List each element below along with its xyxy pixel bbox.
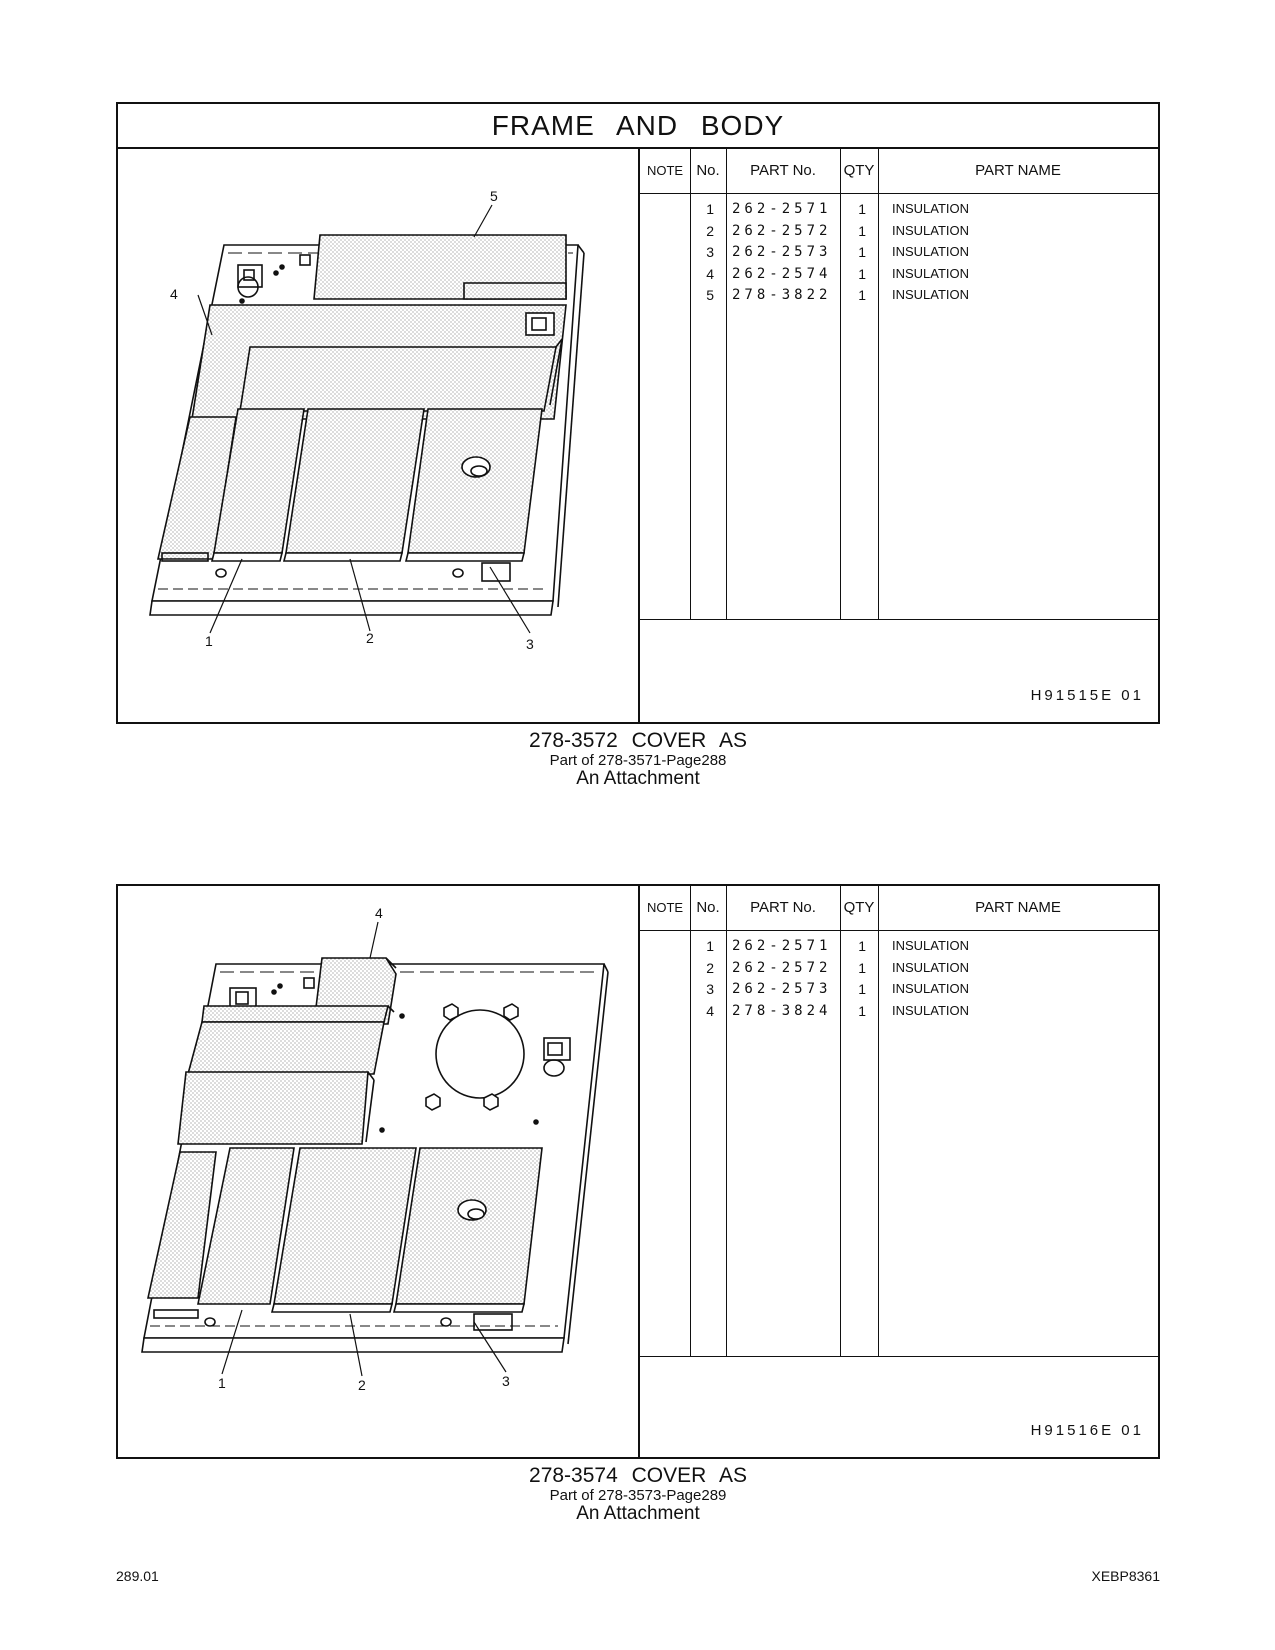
quantity: 1	[858, 265, 866, 282]
parts-table-header	[640, 886, 1158, 931]
callout-4: 4	[170, 286, 178, 302]
parts-row	[640, 244, 1158, 266]
cover-illustration-2	[118, 886, 638, 1457]
col-note: NOTE	[646, 163, 684, 178]
part-name: INSULATION	[892, 244, 970, 260]
caption-2	[116, 1465, 1160, 1523]
callout-2: 2	[366, 630, 374, 646]
part-number: 262-2572	[732, 222, 832, 239]
parts-table-2	[640, 886, 1158, 1457]
col-no: No.	[696, 899, 720, 916]
quantity: 1	[858, 201, 866, 217]
part-name: INSULATION	[892, 938, 970, 953]
caption-title: 278-3574 COVER AS	[529, 1464, 747, 1487]
parts-row	[640, 266, 1158, 288]
item-number: 2	[706, 222, 714, 239]
part-name: INSULATION	[892, 981, 970, 997]
cover-illustration-1	[118, 149, 638, 722]
parts-row	[640, 981, 1158, 1003]
illustration-ref: H91516E 01	[1030, 1422, 1144, 1439]
parts-row	[640, 960, 1158, 982]
callout-4: 4	[375, 905, 383, 921]
caption-attachment: An Attachment	[576, 768, 700, 789]
quantity: 1	[858, 287, 866, 304]
item-number: 3	[706, 981, 714, 998]
part-number: 262-2573	[732, 244, 832, 261]
callout-1: 1	[218, 1375, 226, 1391]
item-number: 3	[706, 244, 714, 261]
part-name: INSULATION	[892, 287, 970, 303]
part-number: 262-2571	[732, 938, 832, 954]
item-number: 2	[706, 959, 714, 976]
callout-1: 1	[205, 633, 213, 649]
document-id: XEBP8361	[1091, 1568, 1160, 1584]
col-note: NOTE	[646, 900, 684, 915]
callout-3: 3	[502, 1373, 510, 1389]
parts-table-1	[640, 149, 1158, 722]
quantity: 1	[858, 1002, 866, 1019]
parts-row	[640, 201, 1158, 223]
caption-attachment: An Attachment	[576, 1503, 700, 1524]
part-number: 262-2573	[732, 981, 832, 998]
quantity: 1	[858, 959, 866, 976]
quantity: 1	[858, 244, 866, 261]
part-number: 262-2572	[732, 959, 832, 976]
parts-panel-2	[116, 884, 1160, 1459]
callout-3: 3	[526, 636, 534, 652]
callout-5: 5	[490, 188, 498, 204]
parts-row	[640, 938, 1158, 960]
part-name: INSULATION	[892, 222, 970, 238]
quantity: 1	[858, 981, 866, 998]
caption-title: 278-3572 COVER AS	[529, 729, 747, 752]
exploded-view-drawing-2	[118, 886, 640, 1457]
part-number: 278-3822	[732, 287, 832, 304]
exploded-view-drawing-1	[118, 149, 640, 722]
col-part-no: PART No.	[750, 162, 816, 179]
caption-part-of: Part of 278-3573-Page289	[549, 1487, 727, 1504]
part-number: 262-2574	[732, 265, 832, 282]
part-name: INSULATION	[892, 265, 970, 281]
callout-2: 2	[358, 1377, 366, 1393]
parts-row	[640, 223, 1158, 245]
part-number: 262-2571	[732, 201, 832, 217]
quantity: 1	[858, 938, 866, 954]
item-number: 4	[706, 265, 714, 282]
part-name: INSULATION	[892, 201, 970, 216]
parts-panel-1	[116, 102, 1160, 724]
section-title: FRAME AND BODY	[118, 104, 1158, 149]
item-number: 1	[706, 201, 714, 217]
item-number: 5	[706, 287, 714, 304]
illustration-ref: H91515E 01	[1030, 687, 1144, 704]
part-name: INSULATION	[892, 1002, 970, 1018]
parts-row	[640, 287, 1158, 309]
col-part-name: PART NAME	[975, 899, 1061, 916]
item-number: 4	[706, 1002, 714, 1019]
quantity: 1	[858, 222, 866, 239]
col-part-name: PART NAME	[975, 162, 1061, 179]
page-number: 289.01	[116, 1568, 159, 1584]
col-qty: QTY	[843, 899, 875, 916]
parts-table-header	[640, 149, 1158, 194]
col-qty: QTY	[843, 162, 875, 179]
parts-row	[640, 1003, 1158, 1025]
caption-1	[116, 730, 1160, 788]
col-no: No.	[696, 162, 720, 179]
caption-part-of: Part of 278-3571-Page288	[549, 752, 727, 769]
col-part-no: PART No.	[750, 899, 816, 916]
part-name: INSULATION	[892, 959, 970, 975]
part-number: 278-3824	[732, 1002, 832, 1019]
item-number: 1	[706, 938, 714, 954]
